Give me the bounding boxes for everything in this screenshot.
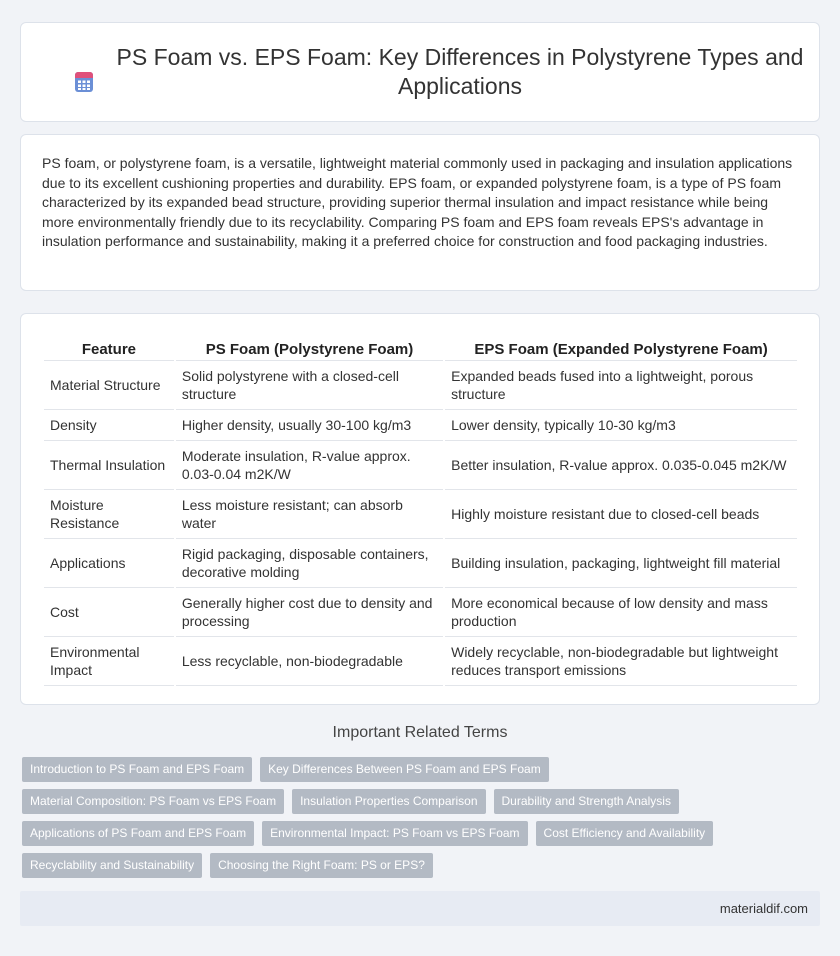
- related-term-tag[interactable]: Introduction to PS Foam and EPS Foam: [22, 757, 252, 782]
- column-header-ps-foam: PS Foam (Polystyrene Foam): [176, 331, 443, 361]
- intro-card: [20, 134, 820, 291]
- related-terms-list: [22, 757, 812, 878]
- eps-foam-cell: Widely recyclable, non-biodegradable but lightweight reduces transport emissions: [445, 637, 797, 686]
- feature-cell: Applications: [44, 539, 174, 588]
- related-term-tag[interactable]: Applications of PS Foam and EPS Foam: [22, 821, 254, 846]
- footer-bar: [20, 891, 820, 926]
- feature-cell: Density: [44, 410, 174, 441]
- eps-foam-cell: Better insulation, R-value approx. 0.035-0.045 m2K/W: [445, 441, 797, 490]
- eps-foam-cell: Highly moisture resistant due to closed-cell beads: [445, 490, 797, 539]
- column-header-eps-foam: EPS Foam (Expanded Polystyrene Foam): [445, 331, 797, 361]
- eps-foam-cell: Building insulation, packaging, lightweight fill material: [445, 539, 797, 588]
- table-row: [44, 490, 797, 539]
- page-title: PS Foam vs. EPS Foam: Key Differences in Polystyrene Types and Applications: [116, 44, 804, 99]
- related-term-tag[interactable]: Material Composition: PS Foam vs EPS Foam: [22, 789, 284, 814]
- table-row: [44, 410, 797, 441]
- table-header-row: [44, 331, 797, 361]
- related-term-tag[interactable]: Insulation Properties Comparison: [292, 789, 485, 814]
- table-row: [44, 539, 797, 588]
- related-term-tag[interactable]: Choosing the Right Foam: PS or EPS?: [210, 853, 433, 878]
- related-terms-heading: Important Related Terms: [332, 724, 508, 741]
- ps-foam-cell: Less moisture resistant; can absorb water: [176, 490, 443, 539]
- eps-foam-cell: Expanded beads fused into a lightweight, porous structure: [445, 361, 797, 410]
- related-term-tag[interactable]: Durability and Strength Analysis: [494, 789, 679, 814]
- table-row: [44, 361, 797, 410]
- table-row: [44, 588, 797, 637]
- related-term-tag[interactable]: Environmental Impact: PS Foam vs EPS Foam: [262, 821, 527, 846]
- feature-cell: Material Structure: [44, 361, 174, 410]
- feature-cell: Environmental Impact: [44, 637, 174, 686]
- related-term-tag[interactable]: Cost Efficiency and Availability: [536, 821, 714, 846]
- eps-foam-cell: Lower density, typically 10-30 kg/m3: [445, 410, 797, 441]
- related-term-tag[interactable]: Key Differences Between PS Foam and EPS Foam: [260, 757, 549, 782]
- ps-foam-cell: Solid polystyrene with a closed-cell structure: [176, 361, 443, 410]
- feature-cell: Moisture Resistance: [44, 490, 174, 539]
- ps-foam-cell: Generally higher cost due to density and processing: [176, 588, 443, 637]
- table-row: [44, 637, 797, 686]
- comparison-table: [42, 331, 799, 686]
- table-row: [44, 441, 797, 490]
- ps-foam-cell: Less recyclable, non-biodegradable: [176, 637, 443, 686]
- column-header-feature: Feature: [44, 331, 174, 361]
- related-term-tag[interactable]: Recyclability and Sustainability: [22, 853, 202, 878]
- feature-cell: Thermal Insulation: [44, 441, 174, 490]
- ps-foam-cell: Rigid packaging, disposable containers, decorative molding: [176, 539, 443, 588]
- intro-paragraph: PS foam, or polystyrene foam, is a versatile, lightweight material commonly used in packaging and insulation applications due to its excellent cushioning properties and durability. EPS foam, or expanded polystyrene foam, is a type of PS foam characterized by its expanded bead structure, providing superior thermal insulation and impact resistance while being more environmentally friendly due to its recyclability. Comparing PS foam and EPS foam reveals EPS's advantage in insulation performance and sustainability, making it a preferred choice for construction and food packaging industries.: [42, 155, 793, 249]
- feature-cell: Cost: [44, 588, 174, 637]
- eps-foam-cell: More economical because of low density and mass production: [445, 588, 797, 637]
- title-card: [20, 22, 820, 122]
- footer-site-link[interactable]: materialdif.com: [719, 901, 808, 916]
- comparison-card: [20, 313, 820, 705]
- ps-foam-cell: Moderate insulation, R-value approx. 0.03-0.04 m2K/W: [176, 441, 443, 490]
- ps-foam-cell: Higher density, usually 30-100 kg/m3: [176, 410, 443, 441]
- calculator-icon: [73, 71, 95, 93]
